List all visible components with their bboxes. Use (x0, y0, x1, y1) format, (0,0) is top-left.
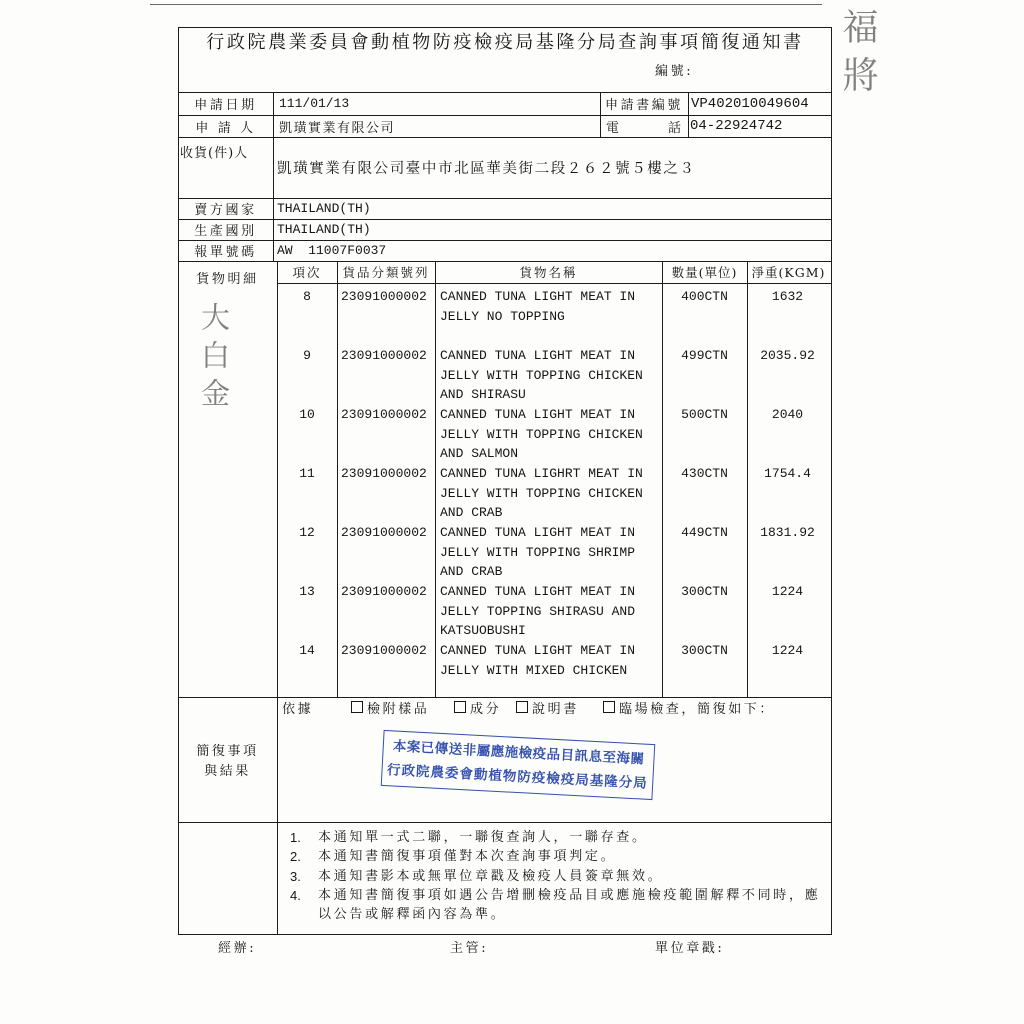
origin-country-value: THAILAND(TH) (277, 222, 371, 237)
column-header-item-no: 項次 (292, 265, 322, 280)
item-name-line: JELLY WITH MIXED CHICKEN (440, 662, 628, 678)
phone-label-left: 電 (606, 120, 622, 136)
item-name (440, 346, 643, 405)
applicant-value: 凱璜實業有限公司 (279, 120, 396, 136)
reply-label-line: 簡復事項 (196, 744, 259, 759)
item-net-weight: 1632 (771, 289, 804, 304)
application-date-value: 111/01/13 (279, 96, 350, 111)
item-hs-code: 23091000002 (341, 348, 427, 363)
item-net-weight: 2035.92 (760, 348, 815, 363)
handwritten-mark: 福將 (837, 8, 878, 104)
note-number: 4. (290, 887, 301, 903)
phone-value: 04-22924742 (690, 118, 783, 134)
consignee-value: 凱璜實業有限公司臺中市北區華美街二段２６２號５樓之３ (277, 161, 696, 177)
option-ingredients (454, 698, 501, 716)
item-net-weight: 1224 (771, 584, 804, 599)
item-quantity: 300CTN (681, 643, 728, 658)
note-item (290, 886, 830, 925)
column-header-quantity: 數量(單位) (671, 265, 738, 280)
item-name (440, 464, 643, 523)
item-number: 14 (299, 643, 315, 658)
item-name (440, 523, 635, 582)
document-title: 行政院農業委員會動植物防疫檢疫局基隆分局查詢事項簡復通知書 (206, 32, 804, 53)
item-number: 10 (299, 407, 315, 422)
note-item (290, 828, 830, 847)
footer-unit-seal-label: 單位章戳: (655, 941, 725, 956)
serial-number-label: 編號: (655, 64, 694, 79)
item-net-weight: 1754.4 (764, 466, 811, 481)
item-net-weight: 1224 (771, 643, 804, 658)
item-name-line: AND CRAB (440, 564, 503, 579)
checkbox-on-site-inspection (603, 701, 615, 713)
reply-result-label (178, 742, 277, 782)
footer-supervisor-label: 主管: (450, 941, 489, 956)
table-rule (277, 283, 832, 284)
application-number-label: 申請書編號 (604, 98, 683, 113)
note-text: 本通知書簡復事項如遇公告增刪檢疫品目或應施檢疫範圍解釋不同時，應以公告或解釋函內容為準。 (318, 887, 821, 923)
checkbox-ingredients (454, 701, 466, 713)
declaration-number-label: 報單號碼 (194, 245, 257, 260)
item-name-line: CANNED TUNA LIGHT MEAT IN (440, 289, 636, 304)
item-name-line: KATSUOBUSHI (440, 623, 526, 638)
goods-item-row (277, 582, 832, 641)
item-name-line: JELLY WITH TOPPING SHRIMP (440, 544, 636, 560)
column-header-net-weight: 淨重(KGM) (751, 265, 826, 280)
goods-item-row (277, 405, 832, 464)
item-name-line: CANNED TUNA LIGHRT MEAT IN (440, 466, 643, 481)
item-net-weight: 1831.92 (760, 525, 815, 540)
item-name (440, 582, 635, 641)
stamp-line: 行政院農委會動植物防疫檢疫局基隆分局 (386, 762, 649, 792)
item-quantity: 430CTN (681, 466, 728, 481)
scan-edge-line (150, 4, 822, 5)
item-name (440, 641, 635, 680)
goods-item-row (277, 346, 832, 405)
reply-label-line: 與結果 (204, 764, 251, 779)
item-hs-code: 23091000002 (341, 407, 427, 422)
option-manual (516, 698, 579, 716)
item-name-line: CANNED TUNA LIGHT MEAT IN (440, 584, 636, 599)
option-on-site-inspection (603, 698, 775, 716)
handwritten-goods-note: 大白金 (197, 302, 231, 416)
stamp-line: 本案已傳送非屬應施檢疫品目訊息至海關 (392, 738, 645, 768)
item-name-line: CANNED TUNA LIGHT MEAT IN (440, 407, 636, 422)
item-number: 9 (303, 348, 311, 363)
item-name-line: JELLY TOPPING SHIRASU AND (440, 603, 636, 619)
declaration-number-value: AW 11007F0037 (277, 243, 387, 258)
seller-country-label: 賣方國家 (194, 203, 257, 218)
note-item (290, 847, 830, 866)
item-name-line: CANNED TUNA LIGHT MEAT IN (440, 643, 636, 658)
note-number: 3. (290, 868, 301, 884)
item-quantity: 300CTN (681, 584, 728, 599)
option-label: 臨場檢查，簡復如下： (619, 701, 776, 717)
seller-country-value: THAILAND(TH) (277, 201, 371, 216)
goods-details-label: 貨物明細 (196, 271, 259, 287)
goods-item-row (277, 523, 832, 582)
phone-label-right: 話 (668, 120, 684, 136)
note-text: 本通知書影本或無單位章戳及檢疫人員簽章無效。 (318, 868, 664, 884)
column-header-goods-name: 貨物名稱 (519, 265, 578, 280)
item-name (440, 287, 635, 326)
checkbox-manual (516, 701, 528, 713)
application-number-value: VP402010049604 (691, 95, 809, 112)
note-item (290, 867, 830, 886)
option-label: 成分 (470, 701, 502, 717)
origin-country-label: 生產國別 (194, 224, 257, 239)
note-number: 2. (290, 849, 301, 865)
item-hs-code: 23091000002 (341, 525, 427, 540)
item-number: 11 (299, 466, 315, 481)
basis-label: 依據 (282, 701, 314, 716)
application-date-label: 申請日期 (194, 98, 257, 113)
option-attached-sample (351, 698, 429, 716)
item-name (440, 405, 643, 464)
item-number: 13 (299, 584, 315, 599)
consignee-label: 收貨(件)人 (180, 145, 249, 161)
item-name-line: AND SHIRASU (440, 387, 526, 402)
item-net-weight: 2040 (771, 407, 804, 422)
item-name-line: JELLY WITH TOPPING CHICKEN (440, 485, 643, 501)
goods-item-row (277, 641, 832, 700)
item-name-line: AND SALMON (440, 446, 519, 461)
item-name-line: AND CRAB (440, 505, 503, 520)
item-hs-code: 23091000002 (341, 584, 427, 599)
column-header-hs-code: 貨品分類號列 (342, 265, 430, 280)
item-quantity: 500CTN (681, 407, 728, 422)
item-name-line: JELLY NO TOPPING (440, 308, 565, 324)
table-rule (273, 92, 274, 261)
goods-item-row (277, 287, 832, 346)
item-number: 8 (303, 289, 311, 304)
item-hs-code: 23091000002 (341, 466, 427, 481)
notes-list (290, 828, 830, 924)
note-number: 1. (290, 830, 301, 845)
note-text: 本通知書簡復事項僅對本次查詢事項判定。 (318, 849, 617, 865)
item-quantity: 400CTN (681, 289, 728, 304)
item-name-line: CANNED TUNA LIGHT MEAT IN (440, 348, 636, 363)
item-name-line: JELLY WITH TOPPING CHICKEN (440, 367, 643, 383)
item-number: 12 (299, 525, 315, 540)
item-quantity: 449CTN (681, 525, 728, 540)
goods-item-row (277, 464, 832, 523)
table-rule (688, 92, 689, 137)
goods-table-body (277, 287, 832, 700)
item-name-line: JELLY WITH TOPPING CHICKEN (440, 426, 643, 442)
note-text: 本通知單一式二聯，一聯復查詢人，一聯存查。 (318, 830, 648, 845)
checkbox-attached-sample (351, 701, 363, 713)
item-hs-code: 23091000002 (341, 643, 427, 658)
option-label: 檢附樣品 (367, 701, 430, 717)
footer-handler-label: 經辦: (218, 941, 257, 956)
option-label: 說明書 (532, 701, 579, 717)
item-quantity: 499CTN (681, 348, 728, 363)
item-name-line: CANNED TUNA LIGHT MEAT IN (440, 525, 636, 540)
applicant-label: 申 請 人 (195, 120, 256, 136)
item-hs-code: 23091000002 (341, 289, 427, 304)
